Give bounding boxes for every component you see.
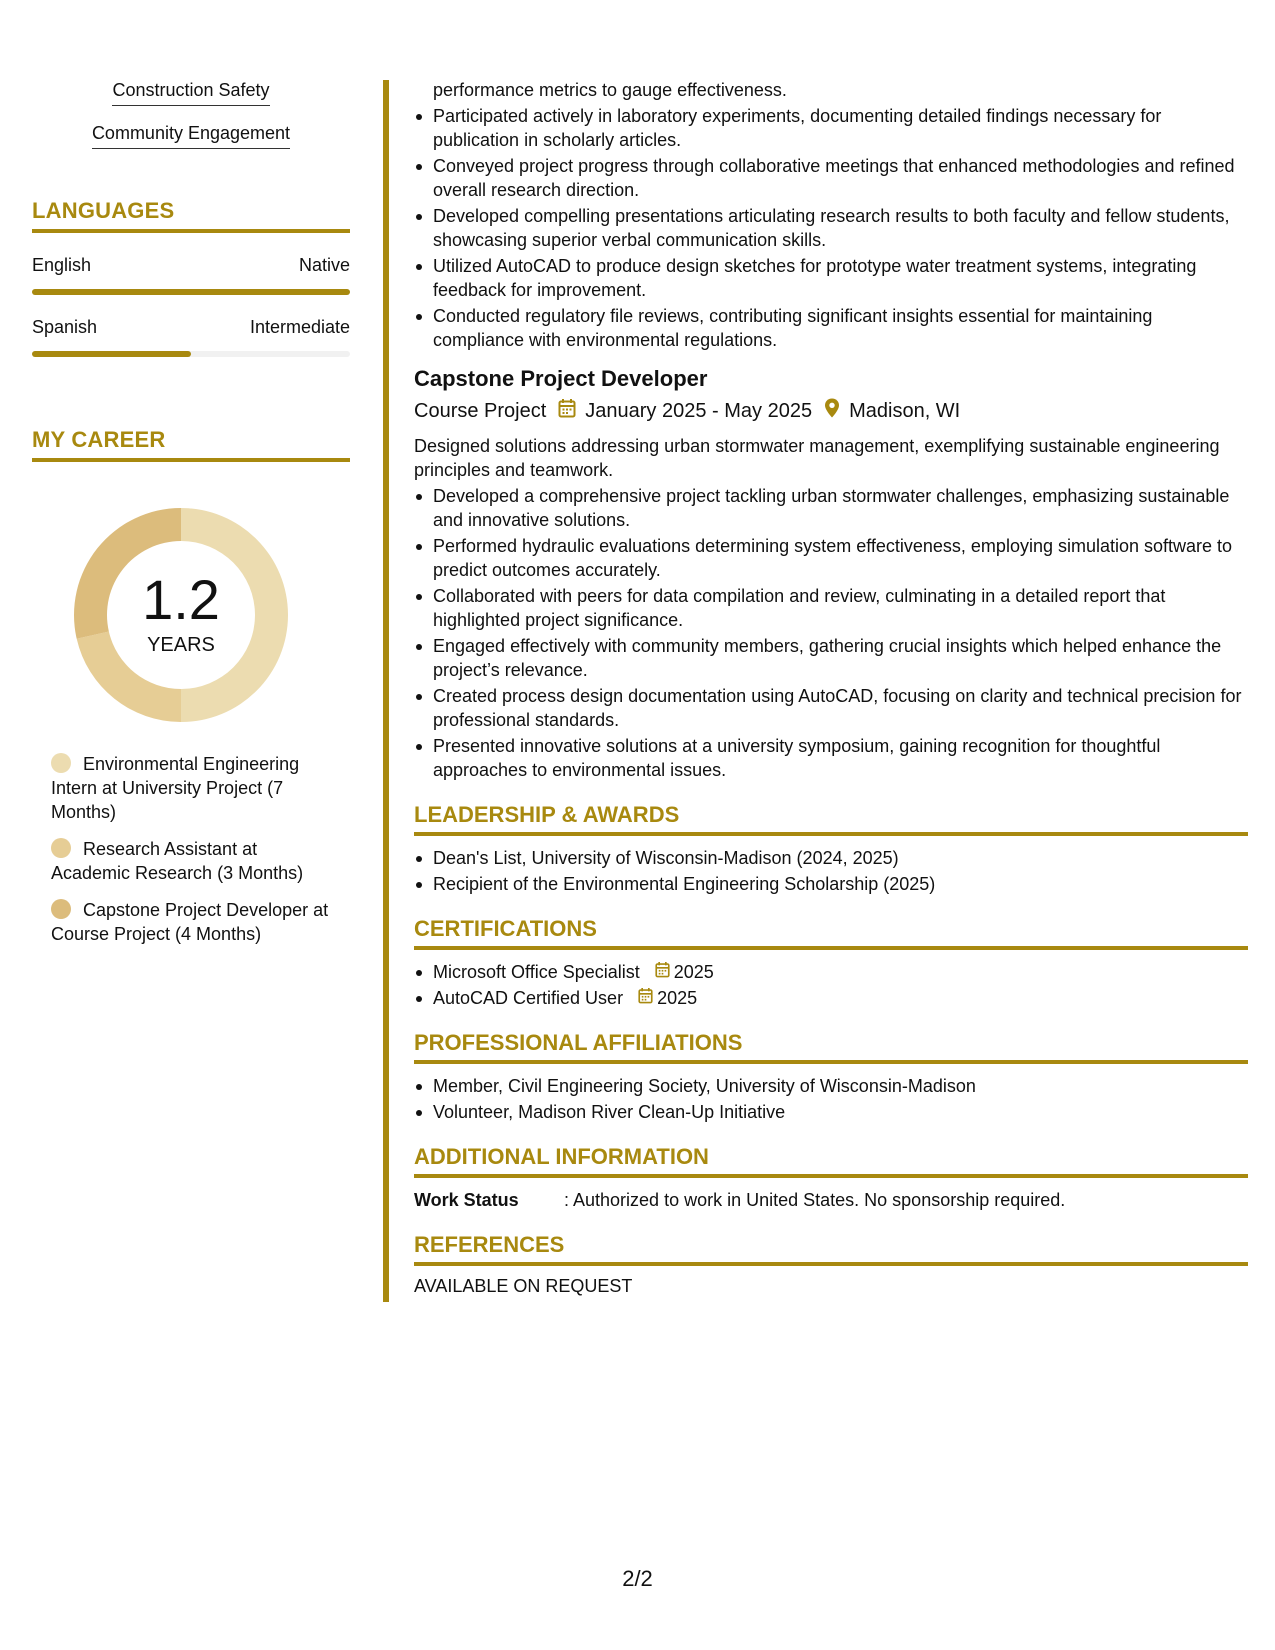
legend-dot bbox=[51, 753, 71, 773]
legend-dot bbox=[51, 899, 71, 919]
bullet-item: Collaborated with peers for data compilation and review, culminating in a detailed report that highlighted project significance. bbox=[433, 584, 1248, 632]
certification-item bbox=[433, 960, 1248, 984]
legend-dot bbox=[51, 838, 71, 858]
job-meta bbox=[414, 398, 1248, 424]
bullet-item: Conducted regulatory file reviews, contributing significant insights essential for maintaining compliance with environmental regulations. bbox=[433, 304, 1248, 352]
award-item: Recipient of the Environmental Engineering Scholarship (2025) bbox=[433, 872, 1248, 896]
legend-item bbox=[51, 837, 340, 885]
certification-name: Microsoft Office Specialist bbox=[433, 962, 640, 982]
legend-label: Environmental Engineering Intern at University Project (7 Months) bbox=[51, 754, 300, 822]
career-section bbox=[32, 427, 350, 946]
language-name: English bbox=[32, 255, 92, 275]
certification-year: 2025 bbox=[673, 962, 714, 982]
legend-item bbox=[51, 752, 340, 824]
awards-list bbox=[414, 846, 1248, 896]
career-total: 1.2 bbox=[142, 568, 220, 631]
legend-label: Research Assistant at Academic Research (3 Months) bbox=[51, 839, 304, 883]
bullet-item: Participated actively in laboratory experiments, documenting detailed findings necessary for publication in scholarly articles. bbox=[433, 104, 1248, 152]
job-location: Madison, WI bbox=[849, 399, 961, 422]
language-level-bar bbox=[32, 351, 350, 357]
certification-name: AutoCAD Certified User bbox=[433, 988, 624, 1008]
affiliations-list bbox=[414, 1074, 1248, 1124]
bullet-item: Engaged effectively with community members, gathering crucial insights which helped enhance the project’s relevance. bbox=[433, 634, 1248, 682]
bullet-item: Created process design documentation using AutoCAD, focusing on clarity and technical precision for professional standards. bbox=[433, 684, 1248, 732]
certification-item bbox=[433, 986, 1248, 1010]
legend-item bbox=[51, 898, 340, 946]
right-column bbox=[414, 78, 1248, 1297]
language-item bbox=[32, 255, 350, 295]
additional-info-title: ADDITIONAL INFORMATION bbox=[414, 1144, 1248, 1178]
references-title: REFERENCES bbox=[414, 1232, 1248, 1266]
languages-title: LANGUAGES bbox=[32, 198, 350, 233]
job-description: Designed solutions addressing urban stormwater management, exemplifying sustainable engineering principles and teamwork. bbox=[414, 436, 1220, 480]
job-title: Capstone Project Developer bbox=[414, 366, 708, 391]
skill-item: Construction Safety bbox=[112, 80, 269, 106]
affiliation-item: Member, Civil Engineering Society, University of Wisconsin-Madison bbox=[433, 1074, 1248, 1098]
affiliation-item: Volunteer, Madison River Clean-Up Initiative bbox=[433, 1100, 1248, 1124]
languages-section bbox=[32, 198, 350, 357]
previous-job-bullets bbox=[414, 104, 1248, 352]
job-bullets bbox=[414, 484, 1248, 782]
language-level: Native bbox=[298, 255, 350, 275]
legend-label: Capstone Project Developer at Course Project (4 Months) bbox=[51, 900, 329, 944]
calendar-icon bbox=[558, 398, 576, 424]
bullet-item: Developed compelling presentations articulating research results to both faculty and fellow students, showcasing superior verbal communication skills. bbox=[433, 204, 1248, 252]
work-status-row bbox=[414, 1188, 1248, 1212]
calendar-icon bbox=[655, 960, 670, 984]
language-level: Intermediate bbox=[249, 317, 350, 337]
bullet-item: Performed hydraulic evaluations determining system effectiveness, employing simulation software to predict outcomes accurately. bbox=[433, 534, 1248, 582]
location-pin-icon bbox=[824, 398, 840, 424]
career-unit: YEARS bbox=[147, 634, 215, 656]
language-item bbox=[32, 317, 350, 357]
skills-list bbox=[32, 80, 350, 166]
job-organization: Course Project bbox=[414, 399, 547, 422]
bullet-item: Conveyed project progress through collaborative meetings that enhanced methodologies and refined overall research direction. bbox=[433, 154, 1248, 202]
certifications-title: CERTIFICATIONS bbox=[414, 916, 1248, 950]
language-level-fill bbox=[32, 289, 350, 295]
career-title: MY CAREER bbox=[32, 427, 350, 462]
award-item: Dean's List, University of Wisconsin-Madison (2024, 2025) bbox=[433, 846, 1248, 870]
affiliations-title: PROFESSIONAL AFFILIATIONS bbox=[414, 1030, 1248, 1064]
bullet-item: Presented innovative solutions at a university symposium, gaining recognition for thoughtful approaches to environmental issues. bbox=[433, 734, 1248, 782]
awards-title: LEADERSHIP & AWARDS bbox=[414, 802, 1248, 836]
language-name: Spanish bbox=[32, 317, 98, 337]
bullet-item: Utilized AutoCAD to produce design sketches for prototype water treatment systems, integrating feedback for improvement. bbox=[433, 254, 1248, 302]
language-level-bar bbox=[32, 289, 350, 295]
column-divider bbox=[383, 80, 389, 1302]
career-donut-chart bbox=[66, 500, 296, 730]
previous-job-continued-text: performance metrics to gauge effectiveness. bbox=[433, 80, 787, 100]
bullet-item: Developed a comprehensive project tackling urban stormwater challenges, emphasizing sustainable and innovative solutions. bbox=[433, 484, 1248, 532]
skill-item: Community Engagement bbox=[92, 123, 290, 149]
certification-year: 2025 bbox=[657, 988, 698, 1008]
page-number: 2/2 bbox=[622, 1566, 653, 1591]
references-text: AVAILABLE ON REQUEST bbox=[414, 1276, 633, 1296]
work-status-value: : Authorized to work in United States. No sponsorship required. bbox=[564, 1190, 1066, 1210]
career-legend bbox=[32, 752, 350, 946]
work-status-label: Work Status bbox=[414, 1190, 519, 1210]
certifications-list bbox=[414, 960, 1248, 1010]
left-column bbox=[32, 80, 350, 959]
calendar-icon bbox=[638, 986, 653, 1010]
job-dates: January 2025 - May 2025 bbox=[585, 399, 813, 422]
language-level-fill bbox=[32, 351, 191, 357]
